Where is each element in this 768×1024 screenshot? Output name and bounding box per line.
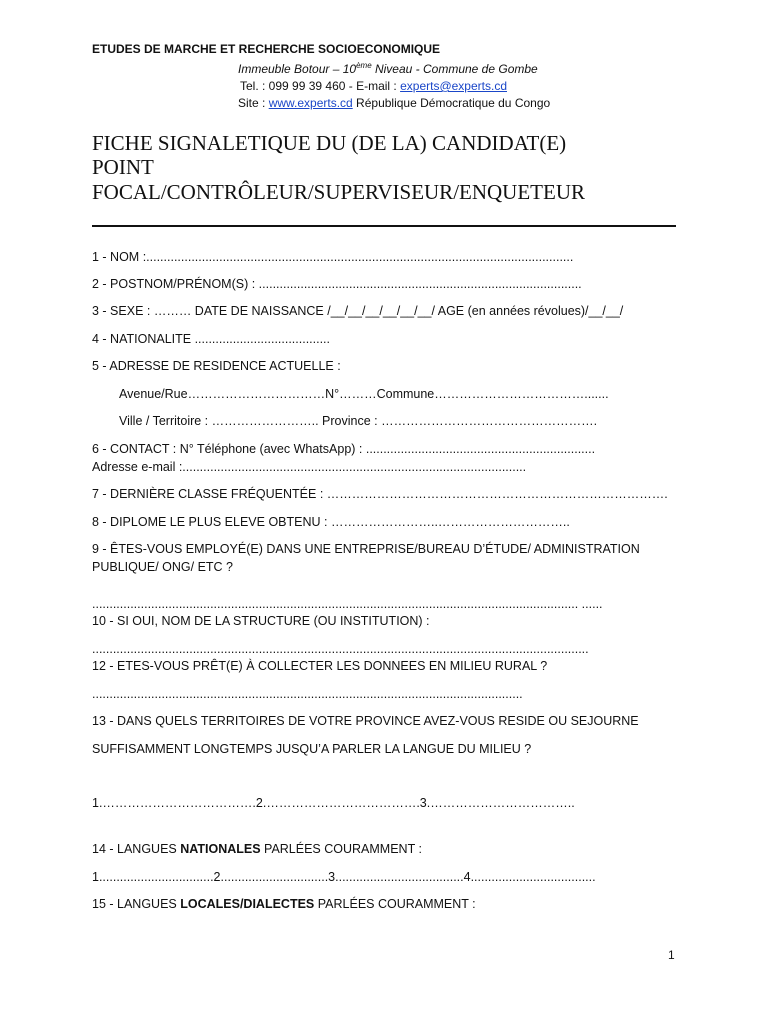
question-15: [92, 897, 476, 911]
email-link[interactable]: experts@experts.cd: [400, 79, 507, 93]
address-sup: ème: [356, 61, 372, 70]
site-label: Site :: [238, 96, 269, 110]
answer-14: 1.................................2...............................3.....................................4....................................: [92, 870, 596, 884]
field-nom: 1 - NOM :...........................................................................................................................: [92, 250, 574, 264]
field-nationalite: 4 - NATIONALITE .......................................: [92, 332, 331, 346]
title-rule: [92, 225, 676, 227]
field-adresse: 5 - ADRESSE DE RESIDENCE ACTUELLE :: [92, 359, 341, 373]
field-postnom: 2 - POSTNOM/PRÉNOM(S) : .............................................................................................: [92, 277, 582, 291]
question-15-bold: LOCALES/DIALECTES: [180, 897, 315, 911]
question-14: [92, 842, 422, 856]
field-ville: Ville / Territoire : …………………….. Province : …………………………………………….: [119, 414, 598, 428]
question-9-line-2: PUBLIQUE/ ONG/ ETC ?: [92, 560, 234, 574]
title-line-3: FOCAL/CONTRÔLEUR/SUPERVISEUR/ENQUETEUR: [92, 180, 586, 204]
field-diplome: 8 - DIPLOME LE PLUS ELEVE OBTENU : ……………………..…………………………..: [92, 515, 570, 529]
tel-text: Tel. : 099 99 39 460 - E-mail :: [240, 79, 401, 93]
question-14-pre: 14 - LANGUES: [92, 842, 181, 856]
answer-12: ............................................................................................................................: [92, 687, 523, 701]
address-post: Niveau - Commune de Gombe: [371, 62, 538, 76]
question-15-pre: 15 - LANGUES: [92, 897, 181, 911]
question-9-line-1: 9 - ÊTES-VOUS EMPLOYÉ(E) DANS UNE ENTREPRISE/BUREAU D’ÉTUDE/ ADMINISTRATION: [92, 542, 640, 556]
page-number: 1: [668, 948, 675, 962]
address-line: [238, 61, 538, 76]
field-derniere-classe: 7 - DERNIÈRE CLASSE FRÉQUENTÉE : ……………………………………………………………………….: [92, 487, 668, 501]
question-14-post: PARLÉES COURAMMENT :: [260, 842, 422, 856]
answer-13: 1.……………………………….2.……………………………….3.……………………………..: [92, 796, 575, 810]
field-telephone: 6 - CONTACT : N° Téléphone (avec WhatsApp) : ..................................................................: [92, 442, 596, 456]
question-12: 12 - ETES-VOUS PRÊT(E) À COLLECTER LES DONNEES EN MILIEU RURAL ?: [92, 659, 548, 673]
org-name: ETUDES DE MARCHE ET RECHERCHE SOCIOECONOMIQUE: [92, 42, 441, 56]
field-sexe-naissance-age: 3 - SEXE : ……… DATE DE NAISSANCE /__/__/__/__/__/__/ AGE (en années révolues)/__/__/: [92, 304, 624, 318]
contact-line: [240, 79, 507, 93]
site-link[interactable]: www.experts.cd: [268, 96, 353, 110]
address-pre: Immeuble Botour – 10: [238, 62, 357, 76]
field-email: Adresse e-mail :...................................................................................................: [92, 460, 527, 474]
title-line-1: FICHE SIGNALETIQUE DU (DE LA) CANDIDAT(E): [92, 131, 567, 155]
question-14-bold: NATIONALES: [180, 842, 261, 856]
question-15-post: PARLÉES COURAMMENT :: [314, 897, 476, 911]
site-line: [238, 96, 550, 110]
title-line-2: POINT: [92, 155, 154, 179]
field-avenue: Avenue/Rue……………………………N°………Commune……………………………….......: [119, 387, 609, 401]
answer-10: ...............................................................................................................................................: [92, 642, 589, 656]
question-13-line-2: SUFFISAMMENT LONGTEMPS JUSQU’A PARLER LA LANGUE DU MILIEU ?: [92, 742, 532, 756]
answer-9: ............................................................................................................................................ ......: [92, 597, 603, 611]
question-13-line-1: 13 - DANS QUELS TERRITOIRES DE VOTRE PROVINCE AVEZ-VOUS RESIDE OU SEJOURNE: [92, 714, 639, 728]
country: République Démocratique du Congo: [352, 96, 551, 110]
question-10: 10 - SI OUI, NOM DE LA STRUCTURE (OU INSTITUTION) :: [92, 614, 430, 628]
